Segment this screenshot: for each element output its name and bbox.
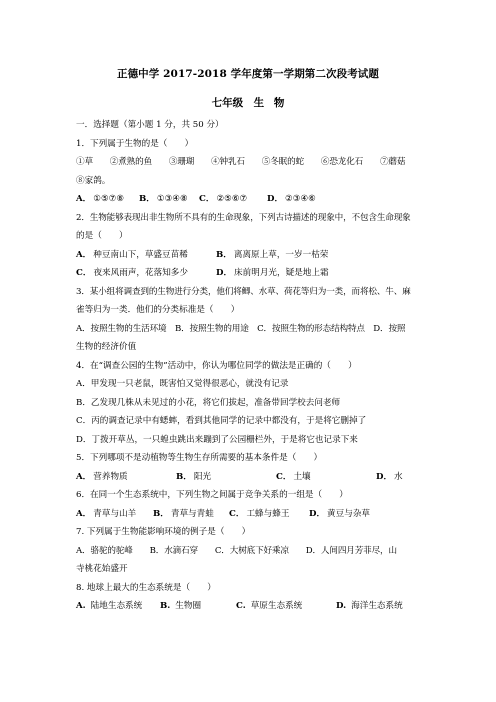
option-d[interactable]: D．丁拨开草丛，一只蝗虫跳出来蹦到了公园栅栏外，于是将它也记录下来: [76, 434, 358, 445]
exam-body: [76, 116, 428, 616]
question-1-items: ①草 ②煮熟的鱼 ③珊瑚 ④钟乳石 ⑤冬眠的蛇 ⑥恐龙化石 ⑦蘑菇: [76, 157, 406, 167]
option-c[interactable]: C． ②⑤⑥⑦: [199, 194, 248, 204]
option-a[interactable]: A． 青草与山羊: [76, 508, 137, 519]
option-c[interactable]: C． 夜来风雨声，花落知多少: [76, 268, 188, 278]
option-d[interactable]: D． 水: [376, 471, 403, 482]
option-b[interactable]: B． 离离原上草，一岁一枯荣: [216, 249, 329, 260]
question-3-stem: 3．某小组将调查到的生物进行分类，他们将鲫、水草、荷花等归为一类，而将松、牛、麻: [76, 286, 411, 297]
option-a[interactable]: A． 营养物质: [76, 471, 128, 482]
option-a[interactable]: A．甲发现一只老鼠，既害怕又觉得很恶心，就没有记录: [76, 379, 289, 389]
question-1-options: [76, 190, 428, 209]
option-b[interactable]: B．乙发现几株从未见过的小花，将它们拔起，准备带回学校去问老师: [76, 397, 341, 408]
question-6-stem: 6．在同一个生态系统中，下列生物之间属于竞争关系的一组是（ ）: [76, 490, 348, 500]
option-d[interactable]: D． 黄豆与杂草: [309, 508, 371, 519]
question-2-options-row-2: [76, 264, 428, 283]
option-d[interactable]: D． 床前明月光，疑是地上霜: [216, 268, 329, 278]
exam-subtitle: 七年级 生 物: [211, 97, 285, 109]
question-1-items-cont: ⑧家鸽。: [76, 175, 111, 186]
option-d[interactable]: D． ②③④⑥: [267, 194, 316, 204]
question-8-stem: 8. 地球上最大的生态系统是（ ）: [76, 582, 216, 593]
question-7-stem: 7. 下列属于生物能影响环境的例子是（ ）: [76, 527, 251, 537]
question-1-stem: 1．下列属于生物的是（ ）: [76, 138, 194, 149]
option-b[interactable]: B． 阳光: [176, 471, 212, 482]
option-c[interactable]: C．丙的调查记录中有蟋蟀，看到其他同学的记录中都没有，于是将它删掉了: [76, 416, 367, 426]
question-3-options[interactable]: A．按照生物的生活环境 B．按照生物的用途 C．按照生物的形态结构特点 D．按照: [76, 323, 406, 334]
question-5-options: [76, 468, 428, 487]
question-7-options-cont[interactable]: 寺桃花始盛开: [76, 564, 128, 574]
question-2-options-row-1: [76, 246, 428, 265]
option-b[interactable]: B. 生物圈: [160, 601, 202, 611]
question-5-stem: 5．下列哪项不是动植物等生物生存所需要的基本条件是（ ）: [76, 453, 323, 463]
question-8-options: [76, 597, 428, 616]
option-b[interactable]: B． ①③④⑧: [139, 194, 188, 204]
question-2-stem-cont: 的是（ ）: [76, 231, 128, 241]
question-4-stem: 4．在“调查公园的生物”活动中，你认为哪位同学的做法是正确的（ ）: [76, 360, 357, 371]
option-a[interactable]: A． ①⑤⑦⑧: [76, 194, 125, 204]
option-c[interactable]: C． 土壤: [276, 471, 311, 482]
question-6-options: [76, 505, 428, 524]
option-a[interactable]: A. 陆地生态系统: [76, 601, 143, 611]
question-3-stem-cont: 雀等归为一类．他们的分类标准是（ ）: [76, 305, 240, 315]
question-2-stem: 2．生物能够表现出非生物所不具有的生命现象，下列古诗描述的现象中，不包含生命现象: [76, 212, 411, 223]
exam-title: 正德中学 2017-2018 学年度第一学期第二次段考试题: [116, 68, 379, 80]
option-b[interactable]: B． 青草与青蛙: [153, 508, 214, 519]
option-d[interactable]: D. 海洋生态系统: [336, 601, 403, 611]
option-c[interactable]: C. 草原生态系统: [236, 601, 303, 611]
question-3-options-cont[interactable]: 生物的经济价值: [76, 342, 137, 352]
section-heading: 一．选择题（第小题 1 分，共 50 分）: [76, 120, 224, 130]
question-7-options[interactable]: A．骆驼的驼峰 B．水滴石穿 C．大树底下好乘凉 D．人间四月芳菲尽，山: [76, 545, 397, 556]
option-c[interactable]: C． 工蜂与蜂王: [229, 508, 290, 519]
option-a[interactable]: A． 种豆南山下，草盛豆苗稀: [76, 249, 188, 260]
